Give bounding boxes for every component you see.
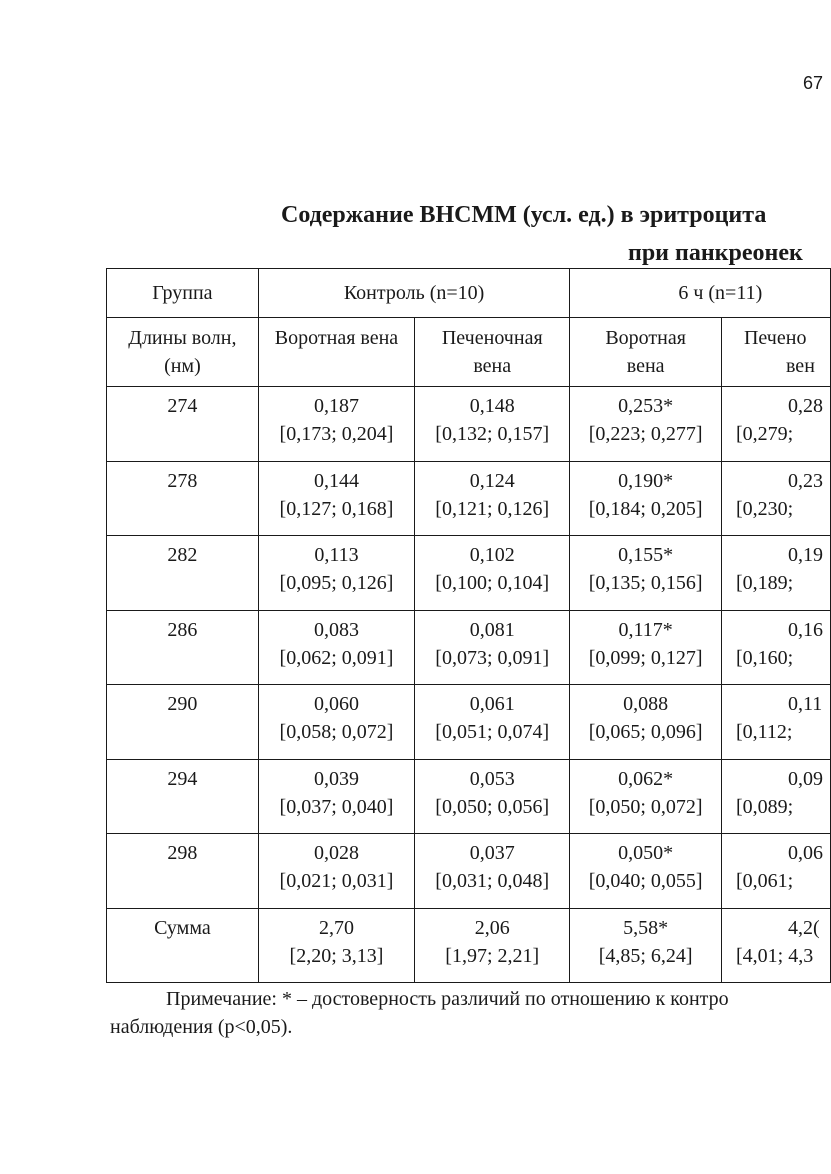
six-hour-hepatic-cell: [721, 461, 830, 536]
wavelength-value: 282: [167, 544, 198, 566]
table-row: [107, 461, 831, 536]
six-hour-hepatic-median: 0,06: [787, 842, 823, 864]
control-portal-cell: [258, 759, 414, 834]
control-portal-median: 0,039: [313, 767, 359, 790]
wavelength-value: 290: [167, 693, 198, 715]
six-hour-hepatic-interquartile-range: [0,160;: [735, 646, 794, 669]
wavelength-cell: [107, 387, 259, 462]
control-portal-header-label: Воротная вена: [274, 327, 399, 349]
six-hour-portal-cell: [570, 908, 722, 983]
control-hepatic-header-line2: вена: [473, 355, 512, 377]
control-portal-median: 0,187: [313, 395, 359, 417]
wavelength-cell: [107, 834, 259, 909]
six-hour-portal-cell: [570, 387, 722, 462]
control-hepatic-cell: [415, 834, 570, 909]
data-table: [106, 268, 831, 983]
control-hepatic-interquartile-range: [0,051; 0,074]: [435, 721, 550, 743]
six-hour-portal-median: 5,58*: [623, 916, 669, 939]
table-footnote: [110, 985, 831, 1041]
six-hour-hepatic-interquartile-range: [0,061;: [735, 870, 794, 892]
table-group-header-row: [107, 269, 831, 318]
six-hour-portal-interquartile-range: [0,135; 0,156]: [588, 572, 703, 594]
six-hour-hepatic-cell: [721, 759, 830, 834]
table-row: [107, 387, 831, 462]
table-row: [107, 908, 831, 983]
six-hour-hepatic-median: 4,2(: [787, 916, 820, 939]
table-row: [107, 759, 831, 834]
six-hour-hepatic-interquartile-range: [0,089;: [735, 795, 794, 818]
six-hour-hepatic-cell: [721, 685, 830, 760]
control-portal-cell: [258, 536, 414, 611]
control-hepatic-cell: [415, 759, 570, 834]
wavelength-cell: [107, 536, 259, 611]
footnote-line1: Примечание: * – достоверность различий по отношению к контро: [166, 988, 729, 1010]
control-portal-median: 0,028: [313, 842, 359, 864]
six-hour-portal-header-cell: [570, 318, 722, 387]
control-hepatic-median: 2,06: [474, 916, 510, 939]
control-hepatic-median: 0,102: [469, 544, 515, 566]
control-group-header-label: Контроль (n=10): [343, 282, 485, 304]
control-hepatic-cell: [415, 461, 570, 536]
control-portal-cell: [258, 461, 414, 536]
control-hepatic-median: 0,061: [469, 693, 515, 715]
six-hour-portal-median: 0,050*: [618, 842, 674, 864]
control-hepatic-interquartile-range: [0,121; 0,126]: [435, 497, 550, 520]
six-hour-hepatic-interquartile-range: [0,189;: [735, 572, 794, 594]
control-hepatic-interquartile-range: [1,97; 2,21]: [445, 944, 540, 967]
six-hour-portal-median: 0,117*: [618, 618, 673, 641]
control-hepatic-interquartile-range: [0,050; 0,056]: [435, 795, 550, 818]
six-hour-portal-median: 0,155*: [618, 544, 674, 566]
six-hour-portal-interquartile-range: [0,223; 0,277]: [588, 423, 703, 445]
six-hour-hepatic-median: 0,09: [787, 767, 823, 790]
control-hepatic-median: 0,148: [469, 395, 515, 417]
six-hour-group-header-label: 6 ч (n=11): [678, 282, 763, 304]
control-hepatic-cell: [415, 685, 570, 760]
wavelength-cell: [107, 759, 259, 834]
six-hour-portal-cell: [570, 834, 722, 909]
page-number: 67: [803, 73, 824, 93]
six-hour-portal-cell: [570, 461, 722, 536]
six-hour-hepatic-median: 0,16: [787, 618, 823, 641]
table-title-continued: при панкреонек: [628, 240, 803, 266]
six-hour-portal-header-line2: вена: [626, 355, 665, 377]
six-hour-portal-header-line1: Воротная: [605, 327, 686, 349]
wavelength-cell: [107, 610, 259, 685]
control-portal-interquartile-range: [0,037; 0,040]: [279, 795, 394, 818]
wavelength-cell: [107, 908, 259, 983]
control-portal-median: 0,083: [313, 618, 359, 641]
six-hour-portal-interquartile-range: [0,184; 0,205]: [588, 497, 703, 520]
six-hour-hepatic-cell: [721, 908, 830, 983]
control-hepatic-interquartile-range: [0,100; 0,104]: [435, 572, 550, 594]
six-hour-portal-cell: [570, 536, 722, 611]
six-hour-portal-interquartile-range: [0,065; 0,096]: [588, 721, 703, 743]
six-hour-portal-interquartile-range: [4,85; 6,24]: [598, 944, 693, 967]
six-hour-hepatic-cell: [721, 610, 830, 685]
control-hepatic-header-line1: Печеночная: [441, 327, 543, 349]
wavelength-header-line2: (нм): [164, 355, 201, 377]
six-hour-portal-median: 0,253*: [618, 395, 674, 417]
six-hour-hepatic-header-line1: Печено: [743, 327, 807, 349]
group-header-cell: [107, 269, 259, 318]
six-hour-portal-cell: [570, 685, 722, 760]
six-hour-hepatic-median: 0,19: [787, 544, 823, 566]
six-hour-portal-median: 0,088: [623, 693, 669, 715]
wavelength-cell: [107, 685, 259, 760]
six-hour-portal-cell: [570, 759, 722, 834]
six-hour-hepatic-cell: [721, 387, 830, 462]
six-hour-hepatic-median: 0,11: [787, 693, 823, 715]
table-body: [107, 387, 831, 983]
table-title: Содержание ВНСММ (усл. ед.) в эритроцита: [281, 202, 767, 228]
table-row: [107, 685, 831, 760]
control-portal-median: 0,060: [313, 693, 359, 715]
control-hepatic-median: 0,081: [469, 618, 515, 641]
six-hour-portal-median: 0,062*: [618, 767, 674, 790]
wavelength-value: 278: [167, 469, 198, 492]
control-hepatic-interquartile-range: [0,132; 0,157]: [435, 423, 550, 445]
control-hepatic-cell: [415, 908, 570, 983]
six-hour-portal-interquartile-range: [0,050; 0,072]: [588, 795, 703, 818]
control-group-header-cell: [258, 269, 570, 318]
table-row: [107, 610, 831, 685]
control-portal-interquartile-range: [0,062; 0,091]: [279, 646, 394, 669]
table-subheader-row: [107, 318, 831, 387]
six-hour-hepatic-interquartile-range: [0,230;: [735, 497, 794, 520]
control-hepatic-median: 0,124: [469, 469, 515, 492]
six-hour-portal-interquartile-range: [0,099; 0,127]: [588, 646, 703, 669]
control-portal-median: 0,113: [314, 544, 359, 566]
six-hour-hepatic-cell: [721, 536, 830, 611]
wavelength-value: 286: [167, 618, 198, 641]
control-hepatic-median: 0,037: [469, 842, 515, 864]
table-row: [107, 834, 831, 909]
control-hepatic-cell: [415, 610, 570, 685]
wavelength-header-line1: Длины волн,: [128, 327, 237, 349]
six-hour-hepatic-header-cell: [721, 318, 830, 387]
control-hepatic-median: 0,053: [469, 767, 515, 790]
control-portal-interquartile-range: [0,021; 0,031]: [279, 870, 394, 892]
control-portal-interquartile-range: [0,127; 0,168]: [279, 497, 394, 520]
control-hepatic-interquartile-range: [0,073; 0,091]: [435, 646, 550, 669]
control-portal-cell: [258, 908, 414, 983]
group-header-label: Группа: [152, 282, 213, 304]
control-portal-interquartile-range: [0,095; 0,126]: [279, 572, 394, 594]
control-portal-cell: [258, 387, 414, 462]
control-portal-cell: [258, 610, 414, 685]
control-hepatic-interquartile-range: [0,031; 0,048]: [435, 870, 550, 892]
table-row: [107, 536, 831, 611]
six-hour-portal-median: 0,190*: [618, 469, 674, 492]
control-hepatic-cell: [415, 536, 570, 611]
control-portal-cell: [258, 834, 414, 909]
control-portal-interquartile-range: [2,20; 3,13]: [289, 944, 384, 967]
control-portal-interquartile-range: [0,173; 0,204]: [279, 423, 394, 445]
six-hour-hepatic-median: 0,28: [787, 395, 823, 417]
six-hour-hepatic-interquartile-range: [0,279;: [735, 423, 794, 445]
wavelength-header-cell: [107, 318, 259, 387]
wavelength-cell: [107, 461, 259, 536]
six-hour-portal-cell: [570, 610, 722, 685]
six-hour-group-header-cell: [570, 269, 831, 318]
control-portal-cell: [258, 685, 414, 760]
wavelength-value: 294: [167, 767, 198, 790]
control-hepatic-header-cell: [415, 318, 570, 387]
six-hour-hepatic-interquartile-range: [0,112;: [735, 721, 793, 743]
six-hour-hepatic-header-line2: вен: [785, 355, 815, 377]
control-hepatic-cell: [415, 387, 570, 462]
control-portal-header-cell: [258, 318, 414, 387]
control-portal-median: 2,70: [318, 916, 354, 939]
control-portal-median: 0,144: [313, 469, 359, 492]
wavelength-value: 274: [167, 395, 198, 417]
wavelength-value: Сумма: [154, 916, 211, 939]
six-hour-portal-interquartile-range: [0,040; 0,055]: [588, 870, 703, 892]
wavelength-value: 298: [167, 842, 198, 864]
six-hour-hepatic-interquartile-range: [4,01; 4,3: [735, 944, 814, 967]
six-hour-hepatic-median: 0,23: [787, 469, 823, 492]
control-portal-interquartile-range: [0,058; 0,072]: [279, 721, 394, 743]
footnote-line2: наблюдения (р<0,05).: [110, 1016, 293, 1038]
six-hour-hepatic-cell: [721, 834, 830, 909]
